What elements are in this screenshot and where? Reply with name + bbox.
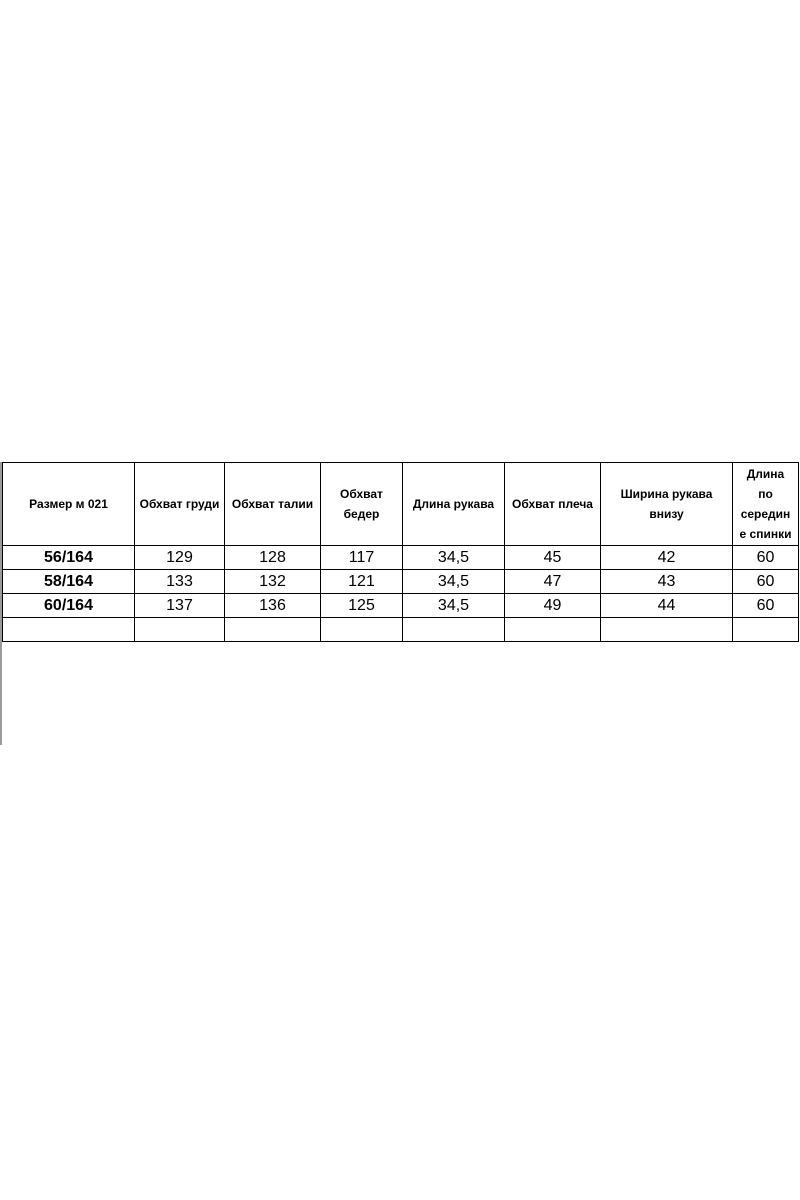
header-shoulder-label: Обхват плеча [512,497,593,511]
chest-cell: 129 [135,546,225,570]
size-cell: 60/164 [3,594,135,618]
header-sleeve-length-label: Длина рукава [412,497,495,511]
header-back-length-line-2: по [758,487,773,501]
empty-cell [601,618,733,642]
sleeve-length-cell: 34,5 [403,570,505,594]
shoulder-cell: 45 [505,546,601,570]
back-length-cell: 60 [733,546,799,570]
table-row-empty [3,618,799,642]
header-back-length-line-1: Длина [746,467,785,481]
header-size-label: Размер м 021 [29,497,108,511]
empty-cell [225,618,321,642]
sleeve-width-cell: 42 [601,546,733,570]
shoulder-cell: 47 [505,570,601,594]
header-shoulder [505,463,601,546]
empty-cell [733,618,799,642]
header-waist [225,463,321,546]
table-row [3,570,799,594]
waist-cell: 128 [225,546,321,570]
hips-cell: 117 [321,546,403,570]
table-header-row [3,463,799,546]
size-chart-table [2,462,799,642]
table-row [3,594,799,618]
empty-cell [3,618,135,642]
header-chest [135,463,225,546]
hips-cell: 121 [321,570,403,594]
header-back-length-line-4: е спинки [739,527,792,541]
header-sleeve-width [601,463,733,546]
header-back-length-line-3: середин [740,507,791,521]
back-length-cell: 60 [733,594,799,618]
header-size [3,463,135,546]
header-sleeve-length [403,463,505,546]
chest-cell: 133 [135,570,225,594]
back-length-cell: 60 [733,570,799,594]
header-sleeve-width-line-1: Ширина рукава [620,487,713,501]
header-hips-line-2: бедер [343,507,380,521]
header-hips [321,463,403,546]
header-sleeve-width-line-2: внизу [649,507,684,521]
empty-cell [321,618,403,642]
header-hips-line-1: Обхват [340,487,383,501]
empty-cell [505,618,601,642]
sleeve-width-cell: 43 [601,570,733,594]
chest-cell: 137 [135,594,225,618]
header-waist-label: Обхват талии [231,497,314,511]
size-cell: 56/164 [3,546,135,570]
hips-cell: 125 [321,594,403,618]
size-cell: 58/164 [3,570,135,594]
table-row [3,546,799,570]
sleeve-length-cell: 34,5 [403,594,505,618]
header-chest-label: Обхват груди [139,497,220,511]
header-back-length [733,463,799,546]
sleeve-length-cell: 34,5 [403,546,505,570]
shoulder-cell: 49 [505,594,601,618]
empty-cell [403,618,505,642]
waist-cell: 132 [225,570,321,594]
sleeve-width-cell: 44 [601,594,733,618]
empty-cell [135,618,225,642]
waist-cell: 136 [225,594,321,618]
